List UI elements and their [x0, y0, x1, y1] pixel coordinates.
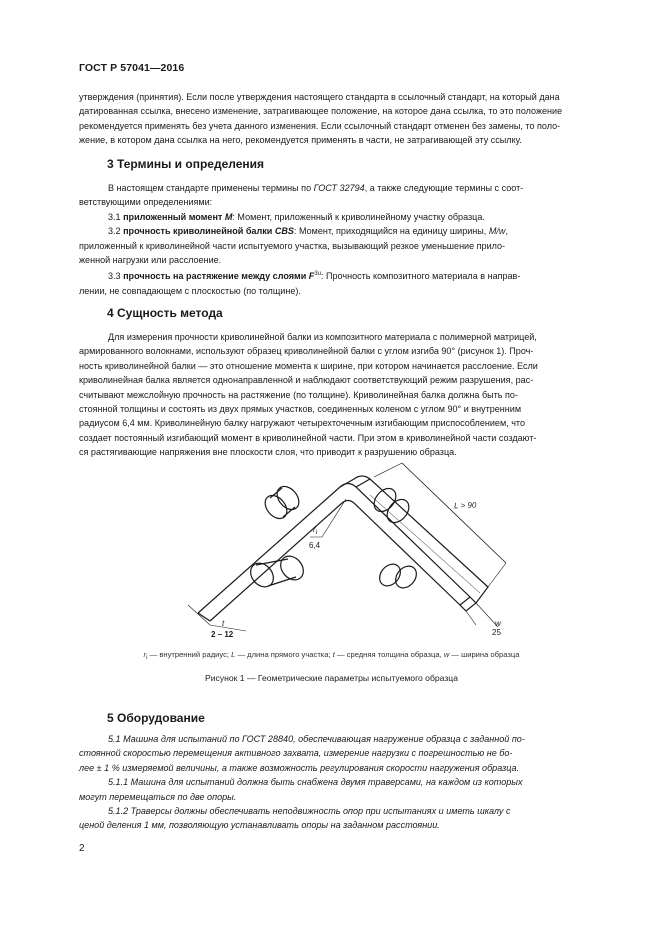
text: — ширина образца — [449, 650, 520, 659]
specimen-inner-edge — [210, 501, 460, 622]
text: L — [231, 650, 236, 659]
intro-line: жение, в котором дана ссылка на него, рекомендуется применять в части, не затрагивающей эту ссылку. — [79, 135, 522, 146]
label-t-value: 2 – 12 — [211, 630, 234, 639]
section-4-line: ся растягивающие напряжения вне плоскости слоя, что приводит к разрушению образца. — [79, 447, 457, 458]
label-ri-symbol: r — [313, 525, 316, 534]
term-3-2 — [79, 224, 584, 238]
section-3-intro-line: ветствующими определениями: — [79, 197, 213, 208]
term-3-3 — [79, 267, 584, 283]
specimen-outer-edge — [198, 484, 470, 614]
figure-caption: Рисунок 1 — Геометрические параметры испытуемого образца — [204, 673, 458, 683]
section-4-line: армированного волокнами, используют образец криволинейной балки с углом изгиба 90° (рисунок 1). Проч- — [79, 346, 534, 357]
section-3-heading: 3 Термины и определения — [107, 157, 265, 171]
upper-left-roller — [261, 482, 304, 522]
term-3-2-line: приложенный к криволинейной части испытуемого участка, вызывающий резкое уменьшение прило- — [79, 240, 506, 251]
term-3-1 — [79, 210, 584, 224]
label-ri — [313, 525, 317, 536]
dimension-ext — [466, 611, 476, 625]
term-symbol: CBS — [274, 226, 294, 237]
text: — длина прямого участка; — [235, 650, 333, 659]
section-5-heading: 5 Оборудование — [107, 711, 205, 725]
term-3-3-line: лении, не совпадающем с плоскостью (по толщине). — [79, 285, 301, 296]
section-5-line: стоянной скоростью перемещения активного захвата, измерение нагрузки с погрешностью не бо- — [79, 748, 513, 759]
text: , а также следующие термины с соот- — [364, 183, 524, 193]
specimen-right-end — [460, 597, 476, 611]
text: t — [332, 650, 335, 659]
term-definition: : Прочность композитного материала в направ- — [321, 271, 521, 282]
section-4-body — [79, 330, 584, 460]
text: В настоящем стандарте применены термины по — [108, 183, 314, 193]
term-number: 3.1 — [108, 211, 124, 222]
label-t: t — [222, 619, 225, 628]
dimension-ext — [488, 563, 506, 587]
text: — внутренний радиус; — [147, 650, 232, 659]
lower-left-roller — [246, 552, 308, 592]
dimension-line-L — [402, 463, 506, 563]
label-w-value: 25 — [492, 628, 501, 637]
intro-line: утверждения (принятия). Если после утверждения настоящего стандарта в ссылочный стандарт, на который дана — [79, 92, 560, 102]
term-name: прочность криволинейной балки — [123, 226, 275, 237]
term-number: 3.2 — [108, 226, 124, 237]
section-5-line: лее ± 1 % измеряемой величины, а также возможность регулирования скорости нагружения образца. — [79, 762, 520, 773]
term-name: прочность на растяжение между слоями — [123, 271, 309, 282]
section-4-heading: 4 Сущность метода — [107, 306, 223, 320]
section-4-line: стоянной толщины и состоять из двух прямых участков, соединенных коленом с углом 90° и внутренним — [79, 404, 522, 415]
text: r — [143, 650, 147, 659]
term-number: 3.3 — [108, 271, 124, 282]
label-ri-value: 6,4 — [309, 541, 321, 550]
section-4-line: Для измерения прочности криволинейной балки из композитного материала с полимерной матрицей, — [108, 332, 537, 342]
label-w: w — [495, 619, 501, 628]
section-5-line: 5.1.1 Машина для испытаний должна быть снабжена двумя траверсами, на каждом из которых — [108, 777, 523, 788]
term-name: приложенный момент — [123, 211, 225, 222]
page-number: 2 — [79, 843, 85, 854]
specimen-diagram — [170, 455, 520, 645]
text: w — [443, 650, 450, 659]
section-5-body — [79, 732, 584, 833]
section-4-line: считывают межслойную прочность на растяжение (по толщине). Криволинейная балка должна быть по- — [79, 389, 518, 400]
section-5-line: ценой деления 1 мм, позволяющую устанавливать опоры на заданном расстоянии. — [79, 820, 440, 831]
term-symbol: M/w — [488, 226, 506, 237]
lower-right-roller — [375, 560, 420, 592]
upper-right-roller — [370, 484, 414, 526]
intro-line: рекомендуется применять без учета данного изменения. Если ссылочный стандарт отменен без замены, то поло- — [79, 120, 561, 131]
section-3-intro-line — [79, 181, 584, 195]
label-L: L > 90 — [453, 500, 477, 511]
term-definition: : Момент, приходящийся на единицу ширины, — [293, 226, 489, 237]
section-4-line: создает постоянный изгибающий момент в криволинейной части. При этом в криволинейной части создают- — [79, 432, 537, 443]
text: , — [505, 226, 508, 237]
section-4-line: ность криволинейной балки — это отношение момента к ширине, при котором начинается расслоение. Если — [79, 360, 538, 371]
section-3-body — [79, 181, 584, 298]
intro-line: датированная ссылка, внесено изменение, затрагивающее положение, на которое дана ссылка, то это положение — [79, 106, 563, 117]
section-4-line: криволинейная балка является однонаправленной и наблюдают соответствующий режим разрушения, рас- — [79, 375, 534, 386]
section-5-line: 5.1 Машина для испытаний по ГОСТ 28840, обеспечивающая нагружение образца с заданной по- — [108, 734, 525, 744]
label-ri-sub: i — [315, 529, 318, 536]
term-symbol: M — [224, 211, 233, 222]
section-5-line: 5.1.2 Траверсы должны обеспечивать неподвижность опор при испытаниях и иметь шкалу с — [108, 806, 511, 817]
text: — средняя толщина образца, — [334, 650, 444, 659]
term-superscript: 3u — [314, 271, 321, 278]
term-symbol: F — [308, 271, 315, 282]
reference-link: ГОСТ 32794 — [313, 183, 365, 193]
section-5-line: могут перемещаться по две опоры. — [79, 791, 237, 802]
intro-paragraph — [79, 90, 584, 148]
text: i — [146, 654, 148, 661]
figure-legend — [79, 650, 584, 661]
term-definition: : Момент, приложенный к криволинейному участку образца. — [232, 211, 485, 222]
dimension-line-t — [188, 605, 246, 631]
dimension-ext — [374, 463, 402, 477]
section-4-line: радиусом 6,4 мм. Криволинейную балку нагружают четырехточечным изгибающим приспособлением, что — [79, 418, 525, 429]
document-code: ГОСТ Р 57041—2016 — [79, 62, 185, 74]
term-3-2-line: женной нагрузки или расслоение. — [79, 255, 222, 266]
